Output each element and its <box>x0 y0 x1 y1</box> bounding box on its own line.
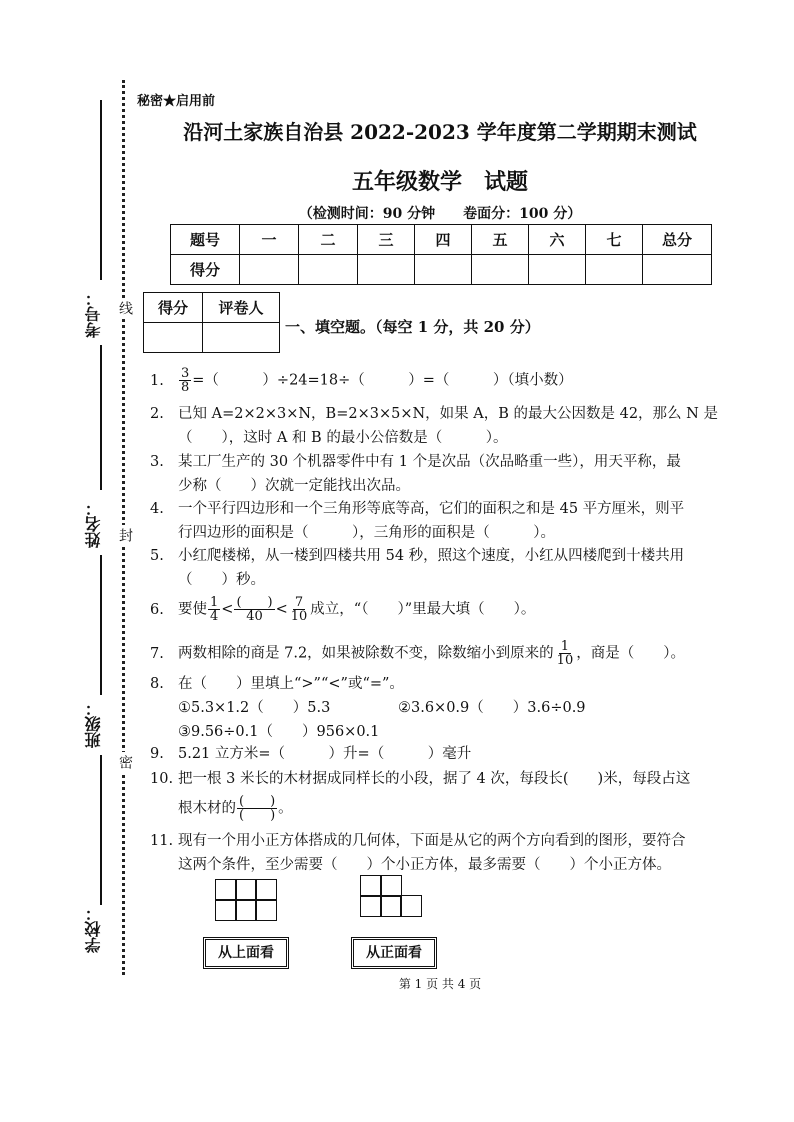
exam-title: 沿河土家族自治县 2022-2023 学年度第二学期期末测试 <box>183 120 697 144</box>
question-10: 10. 把一根 3 米长的木材据成同样长的小段，据了 4 次，每段长( )米，每段占这 根木材的 $\frac{( )}{( )}$ 。 <box>150 767 740 822</box>
question-text: （ ）秒。 <box>178 572 265 588</box>
less-than: < <box>275 601 288 618</box>
square <box>255 899 277 921</box>
question-number: 11. <box>150 833 174 849</box>
name-label: 姓名： <box>84 500 103 548</box>
question-3 <box>150 450 740 498</box>
square <box>215 879 237 901</box>
question-text: 少称（ ）次就一定能找出次品。 <box>178 478 410 494</box>
score-header-cell: 一 <box>240 225 299 255</box>
question-text: =（ ）÷24=18÷（ ）=（ ）（填小数） <box>192 372 573 389</box>
secret-label: 秘密★启用前 <box>137 94 216 109</box>
score-cell[interactable] <box>415 255 472 285</box>
score-cell[interactable] <box>643 255 712 285</box>
square <box>360 875 382 897</box>
score-cell[interactable] <box>299 255 358 285</box>
question-number: 4. <box>150 501 164 517</box>
question-text: 这两个条件，至少需要（ ）个小正方体，最多需要（ ）个小正方体。 <box>178 857 671 873</box>
fraction: $\frac{1}{10}$ <box>556 639 574 668</box>
square <box>400 895 422 917</box>
question-2 <box>150 402 740 450</box>
question-number: 6. <box>150 601 164 618</box>
exam-no-line <box>100 100 102 280</box>
question-text: 现有一个用小正方体搭成的几何体，下面是从它的两个方向看到的图形，要符合 <box>178 833 686 849</box>
question-7 <box>150 640 740 667</box>
question-number: 2. <box>150 406 164 422</box>
exam-info: （检测时间：90 分钟 卷面分：100 分） <box>298 206 582 222</box>
square <box>235 879 257 901</box>
grader-table <box>143 292 280 353</box>
question-1 <box>150 367 740 394</box>
score-table <box>170 224 712 285</box>
score-cell[interactable] <box>240 255 299 285</box>
cut-mark-seal: 封 <box>115 525 135 545</box>
question-text: 在（ ）里填上“>”“<”或“=”。 <box>178 676 404 692</box>
question-9 <box>150 742 740 766</box>
question-text: （ ），这时 A 和 B 的最小公倍数是（ ）。 <box>178 430 508 446</box>
square <box>215 899 237 921</box>
score-row-label: 得分 <box>171 255 240 285</box>
square <box>235 899 257 921</box>
grader-score-label: 得分 <box>144 293 203 323</box>
score-table-header-row <box>171 225 712 255</box>
front-view-label: 从正面看 <box>351 937 437 969</box>
exam-subject: 五年级数学 试题 <box>351 169 528 195</box>
score-header-cell: 四 <box>415 225 472 255</box>
question-number: 8. <box>150 676 164 692</box>
empty-space <box>400 875 420 895</box>
grader-score-cell[interactable] <box>144 323 203 353</box>
question-5 <box>150 544 740 592</box>
top-view-label: 从上面看 <box>203 937 289 969</box>
section-title: 一、填空题。（每空 1 分，共 20 分） <box>285 318 540 336</box>
question-6 <box>150 596 740 623</box>
question-text: 已知 A=2×2×3×N，B=2×3×5×N，如果 A，B 的最大公因数是 42，那么 N 是 <box>178 406 718 422</box>
top-view-figure <box>216 880 276 921</box>
question-text: ，商是（ ）。 <box>576 645 685 662</box>
score-table-score-row <box>171 255 712 285</box>
question-text: 5.21 立方米=（ ）升=（ ）毫升 <box>178 746 472 762</box>
question-number: 1. <box>150 372 164 389</box>
score-header-cell: 题号 <box>171 225 240 255</box>
question-number: 10. <box>150 771 174 787</box>
question-4 <box>150 497 740 545</box>
grader-name-cell[interactable] <box>203 323 280 353</box>
question-text: 行四边形的面积是（ ），三角形的面积是（ ）。 <box>178 525 555 541</box>
question-number: 9. <box>150 746 164 762</box>
score-header-cell: 三 <box>358 225 415 255</box>
square <box>360 895 382 917</box>
school-label: 学校： <box>84 905 103 953</box>
question-text: 两数相除的商是 7.2，如果被除数不变，除数缩小到原来的 <box>178 645 554 662</box>
class-line <box>100 555 102 695</box>
front-view-figure <box>361 876 421 917</box>
question-number: 3. <box>150 454 164 470</box>
question-text: 要使 <box>178 601 207 618</box>
cut-mark-line: 线 <box>115 298 135 318</box>
fraction: $\frac{3}{8}$ <box>181 366 190 395</box>
score-header-cell: 七 <box>586 225 643 255</box>
fraction-blank[interactable]: $\frac{( )}{( )}$ <box>239 794 276 823</box>
score-header-cell: 六 <box>529 225 586 255</box>
class-label: 班级： <box>84 700 103 748</box>
fraction: $\frac{1}{4}$ <box>210 595 219 624</box>
question-text: 把一根 3 米长的木材据成同样长的小段，据了 4 次，每段长( )米，每段占这 <box>178 771 691 787</box>
fraction-blank[interactable]: $\frac{( )}{40}$ <box>236 595 273 624</box>
score-cell[interactable] <box>358 255 415 285</box>
question-11 <box>150 829 740 877</box>
score-cell[interactable] <box>586 255 643 285</box>
binding-column <box>0 0 135 1000</box>
question-text: 一个平行四边形和一个三角形等底等高，它们的面积之和是 45 平方厘米，则平 <box>178 501 685 517</box>
score-cell[interactable] <box>529 255 586 285</box>
question-text: 某工厂生产的 30 个机器零件中有 1 个是次品（次品略重一些），用天平称，最 <box>178 454 681 470</box>
cut-mark-close: 密 <box>115 752 135 772</box>
compare-item: ①5.3×1.2（ ）5.3 <box>178 700 331 716</box>
compare-item: ②3.6×0.9（ ）3.6÷0.9 <box>398 700 586 716</box>
square <box>255 879 277 901</box>
school-line <box>100 755 102 905</box>
score-header-cell: 总分 <box>643 225 712 255</box>
question-text: 小红爬楼梯，从一楼到四楼共用 54 秒，照这个速度，小红从四楼爬到十楼共用 <box>178 548 685 564</box>
question-number: 7. <box>150 645 164 662</box>
question-8 <box>150 672 740 744</box>
less-than: < <box>221 601 234 618</box>
square <box>380 895 402 917</box>
question-number: 5. <box>150 548 164 564</box>
score-header-cell: 二 <box>299 225 358 255</box>
compare-item: ③9.56÷0.1（ ）956×0.1 <box>178 724 380 740</box>
question-text: 根木材的 <box>178 800 236 817</box>
question-text: 成立，“（ ）”里最大填（ ）。 <box>310 601 536 618</box>
score-header-cell: 五 <box>472 225 529 255</box>
square <box>380 875 402 897</box>
name-line <box>100 345 102 490</box>
exam-no-label: 考号： <box>84 290 103 338</box>
page-number: 第 1 页 共 4 页 <box>398 977 482 991</box>
score-cell[interactable] <box>472 255 529 285</box>
fraction: $\frac{7}{10}$ <box>290 595 308 624</box>
grader-name-label: 评卷人 <box>203 293 280 323</box>
